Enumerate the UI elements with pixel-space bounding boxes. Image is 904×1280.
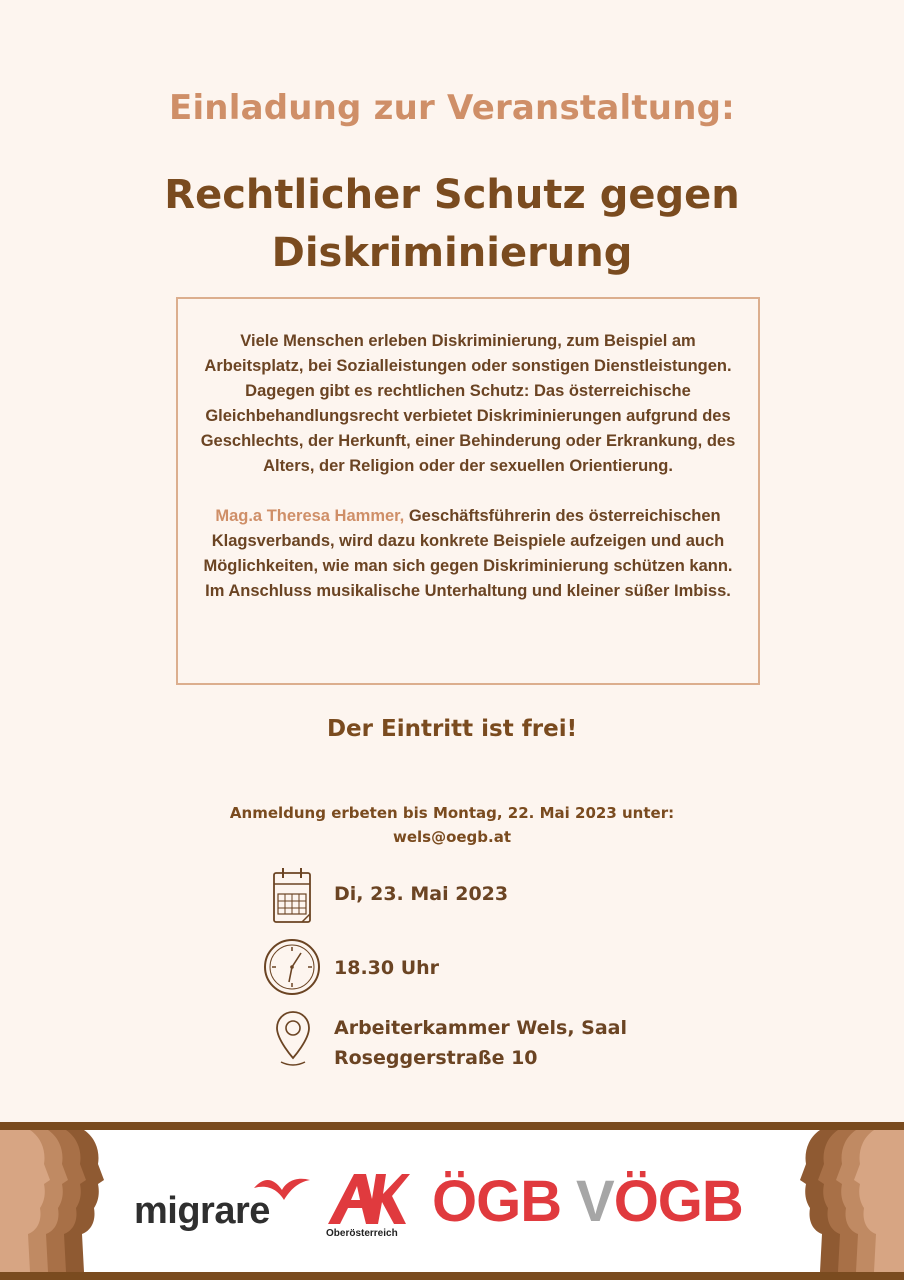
migrare-bird-icon [252,1174,312,1208]
faces-right-illustration [784,1130,904,1276]
registration-email[interactable]: wels@oegb.at [392,828,512,846]
free-entry: Der Eintritt ist frei! [326,716,578,742]
speaker-description: Geschäftsführerin des österreichischen Klagsverbands, wird dazu konkrete Beispiele aufzeigen und auch Möglichkeiten, wie man sich gegen Diskriminierung schützen kann. Im Anschluss musikalische Unterhaltung und kleiner süßer Imbiss. [203,507,733,600]
event-date: Di, 23. Mai 2023 [334,883,509,905]
vogb-logo-v: V [576,1169,614,1234]
info-box [176,297,760,685]
ogb-logo: ÖGB [432,1169,562,1234]
calendar-icon [272,866,312,928]
pre-title: Einladung zur Veranstaltung: [169,88,735,128]
map-pin-icon [274,1010,312,1072]
location-line-2: Roseggerstraße 10 [334,1047,538,1069]
vogb-logo-rest: ÖGB [613,1169,743,1234]
registration-text: Anmeldung erbeten bis Montag, 22. Mai 2023 unter: [229,804,675,822]
vogb-logo [576,1168,743,1235]
registration [0,801,904,849]
speaker-name: Mag.a Theresa Hammer, [215,507,405,525]
location-line-1: Arbeiterkammer Wels, Saal [334,1017,627,1039]
ak-logo [326,1168,410,1230]
ak-logo-subtitle: Oberösterreich [326,1228,398,1239]
info-paragraph-2 [198,504,738,604]
footer-line-bottom [0,1272,904,1280]
title-line-2: Diskriminierung [271,230,633,276]
clock-icon [262,937,322,1001]
migrare-logo: migrare [134,1190,270,1232]
title-line-1: Rechtlicher Schutz gegen [164,172,740,218]
faces-left-illustration [0,1130,120,1276]
event-location [334,1013,627,1073]
footer-line-top [0,1122,904,1130]
page-title [0,166,904,282]
event-time: 18.30 Uhr [334,957,440,979]
info-paragraph-1: Viele Menschen erleben Diskriminierung, zum Beispiel am Arbeitsplatz, bei Sozialleistungen oder sonstigen Dienstleistungen. Dagegen gibt es rechtlichen Schutz: Das österreichische Gleichbehandlungsrecht verbietet Diskriminierungen aufgrund des Geschlechts, der Herkunft, einer Behinderung oder Erkrankung, des Alters, der Religion oder der sexuellen Orientierung. [200,332,736,475]
